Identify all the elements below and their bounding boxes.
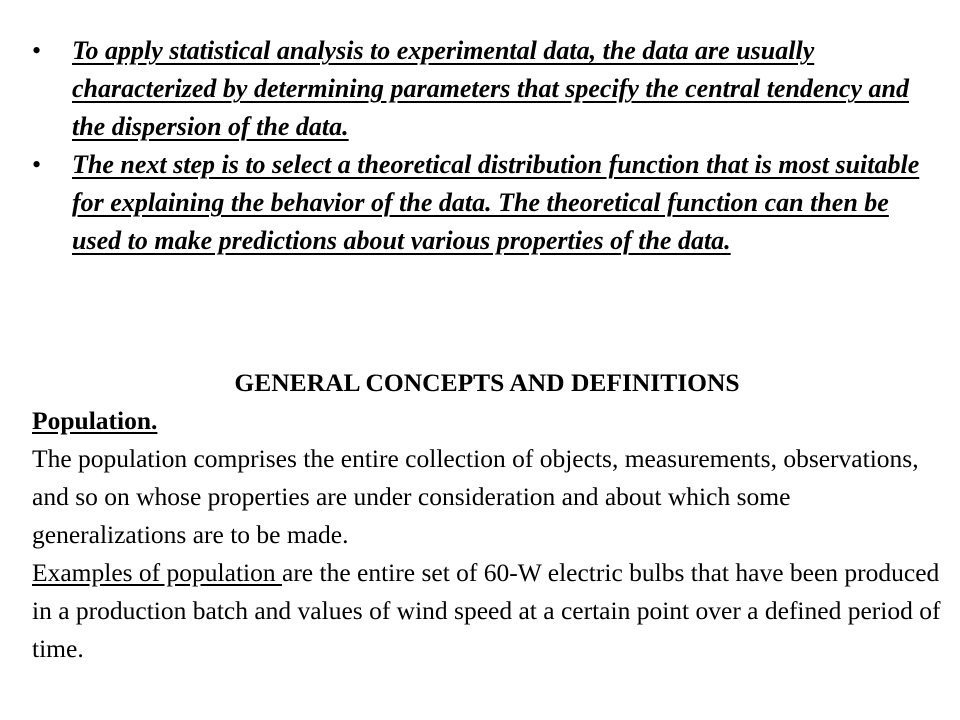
definitions-section	[32, 364, 942, 668]
population-heading: Population.	[32, 406, 158, 435]
bullet-item	[32, 146, 932, 260]
bullet-marker: •	[32, 36, 42, 65]
examples-text: are the entire set of 60-W electric bulbs that have been produced in a production batch and values of wind speed at a certain point over a defined period of time.	[32, 558, 941, 663]
bullet-marker: •	[32, 150, 42, 179]
population-definition: The population comprises the entire collection of objects, measurements, observations, and so on whose properties are under consideration and about which some generalizations are to be made.	[32, 444, 919, 549]
bullet-list	[32, 32, 932, 260]
bullet-item	[32, 32, 932, 146]
population-examples	[32, 554, 942, 668]
section-title: GENERAL CONCEPTS AND DEFINITIONS	[234, 368, 740, 397]
examples-label: Examples of population	[32, 558, 282, 587]
bullet-text: To apply statistical analysis to experimental data, the data are usually characterized by determining parameters that specify the central tendency and the dispersion of the data.	[72, 36, 909, 141]
bullet-text: The next step is to select a theoretical distribution function that is most suitable for explaining the behavior of the data. The theoretical function can then be used to make predictions about various properties of the data.	[72, 150, 920, 255]
